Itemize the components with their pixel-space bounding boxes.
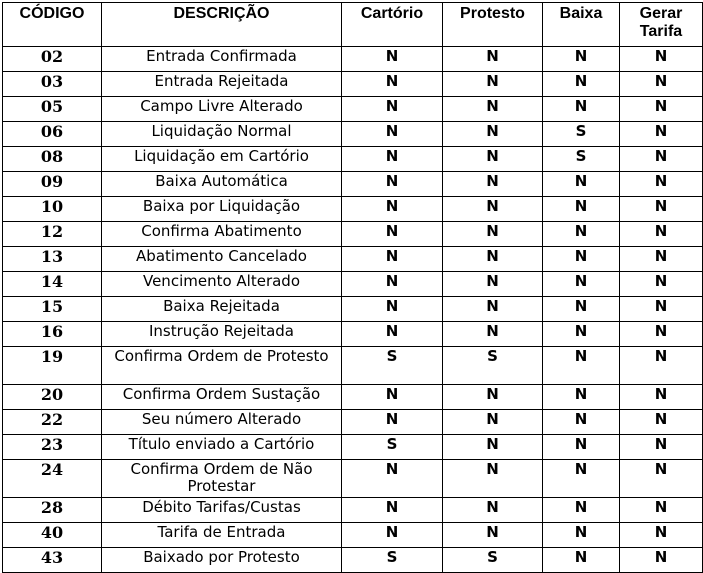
cell-codigo: 28 xyxy=(3,498,102,523)
cell-baixa: S xyxy=(543,147,620,172)
cell-protesto: N xyxy=(443,222,543,247)
table-row xyxy=(3,47,703,72)
cell-codigo: 13 xyxy=(3,247,102,272)
cell-cartorio: S xyxy=(342,435,443,460)
table-row xyxy=(3,460,703,498)
cell-codigo: 06 xyxy=(3,122,102,147)
cell-protesto: N xyxy=(443,47,543,72)
cell-baixa: S xyxy=(543,122,620,147)
table-row xyxy=(3,523,703,548)
cell-codigo: 09 xyxy=(3,172,102,197)
cell-gerar-tarifa: N xyxy=(620,122,703,147)
cell-gerar-tarifa: N xyxy=(620,410,703,435)
cell-codigo: 16 xyxy=(3,322,102,347)
cell-codigo: 22 xyxy=(3,410,102,435)
cell-baixa: N xyxy=(543,523,620,548)
cell-cartorio: N xyxy=(342,385,443,410)
cell-gerar-tarifa: N xyxy=(620,247,703,272)
cell-gerar-tarifa: N xyxy=(620,347,703,385)
header-cartorio: Cartório xyxy=(342,3,443,47)
occurrence-codes-table xyxy=(2,2,703,573)
cell-gerar-tarifa: N xyxy=(620,172,703,197)
cell-descricao: Liquidação em Cartório xyxy=(102,147,342,172)
cell-baixa: N xyxy=(543,97,620,122)
cell-cartorio: N xyxy=(342,272,443,297)
cell-descricao: Confirma Abatimento xyxy=(102,222,342,247)
cell-cartorio: N xyxy=(342,247,443,272)
cell-descricao: Confirma Ordem de Protesto xyxy=(102,347,342,385)
cell-protesto: N xyxy=(443,460,543,498)
cell-protesto: N xyxy=(443,435,543,460)
cell-baixa: N xyxy=(543,172,620,197)
cell-descricao: Vencimento Alterado xyxy=(102,272,342,297)
table-row xyxy=(3,197,703,222)
cell-cartorio: N xyxy=(342,122,443,147)
cell-codigo: 43 xyxy=(3,548,102,573)
header-protesto: Protesto xyxy=(443,3,543,47)
cell-baixa: N xyxy=(543,498,620,523)
cell-codigo: 05 xyxy=(3,97,102,122)
cell-gerar-tarifa: N xyxy=(620,97,703,122)
cell-codigo: 02 xyxy=(3,47,102,72)
cell-descricao: Instrução Rejeitada xyxy=(102,322,342,347)
cell-cartorio: S xyxy=(342,347,443,385)
cell-descricao: Tarifa de Entrada xyxy=(102,523,342,548)
cell-codigo: 23 xyxy=(3,435,102,460)
cell-codigo: 14 xyxy=(3,272,102,297)
table-header xyxy=(3,3,703,47)
cell-gerar-tarifa: N xyxy=(620,523,703,548)
cell-codigo: 40 xyxy=(3,523,102,548)
cell-codigo: 15 xyxy=(3,297,102,322)
table-row xyxy=(3,385,703,410)
table-row xyxy=(3,72,703,97)
cell-cartorio: N xyxy=(342,498,443,523)
cell-protesto: S xyxy=(443,548,543,573)
cell-protesto: S xyxy=(443,347,543,385)
cell-baixa: N xyxy=(543,410,620,435)
cell-baixa: N xyxy=(543,222,620,247)
header-codigo: CÓDIGO xyxy=(3,3,102,47)
table-row xyxy=(3,272,703,297)
cell-descricao: Seu número Alterado xyxy=(102,410,342,435)
cell-cartorio: N xyxy=(342,297,443,322)
cell-descricao: Baixa Automática xyxy=(102,172,342,197)
cell-cartorio: N xyxy=(342,410,443,435)
cell-codigo: 03 xyxy=(3,72,102,97)
table-row xyxy=(3,97,703,122)
cell-cartorio: N xyxy=(342,97,443,122)
table-row xyxy=(3,222,703,247)
header-row xyxy=(3,3,703,47)
table-row xyxy=(3,122,703,147)
cell-baixa: N xyxy=(543,47,620,72)
cell-codigo: 19 xyxy=(3,347,102,385)
table-row xyxy=(3,322,703,347)
cell-gerar-tarifa: N xyxy=(620,435,703,460)
cell-baixa: N xyxy=(543,347,620,385)
cell-cartorio: N xyxy=(342,222,443,247)
cell-gerar-tarifa: N xyxy=(620,460,703,498)
cell-protesto: N xyxy=(443,197,543,222)
table-row xyxy=(3,347,703,385)
cell-codigo: 10 xyxy=(3,197,102,222)
cell-protesto: N xyxy=(443,297,543,322)
cell-protesto: N xyxy=(443,122,543,147)
cell-gerar-tarifa: N xyxy=(620,197,703,222)
cell-gerar-tarifa: N xyxy=(620,548,703,573)
cell-codigo: 20 xyxy=(3,385,102,410)
cell-protesto: N xyxy=(443,410,543,435)
cell-protesto: N xyxy=(443,272,543,297)
cell-gerar-tarifa: N xyxy=(620,147,703,172)
cell-gerar-tarifa: N xyxy=(620,272,703,297)
cell-cartorio: N xyxy=(342,460,443,498)
cell-gerar-tarifa: N xyxy=(620,498,703,523)
cell-protesto: N xyxy=(443,172,543,197)
cell-cartorio: N xyxy=(342,322,443,347)
cell-codigo: 08 xyxy=(3,147,102,172)
cell-descricao: Título enviado a Cartório xyxy=(102,435,342,460)
cell-descricao: Entrada Rejeitada xyxy=(102,72,342,97)
cell-protesto: N xyxy=(443,97,543,122)
cell-descricao: Entrada Confirmada xyxy=(102,47,342,72)
cell-gerar-tarifa: N xyxy=(620,297,703,322)
cell-protesto: N xyxy=(443,523,543,548)
cell-descricao: Baixado por Protesto xyxy=(102,548,342,573)
cell-cartorio: N xyxy=(342,72,443,97)
table-row xyxy=(3,297,703,322)
table-row xyxy=(3,147,703,172)
cell-descricao: Baixa Rejeitada xyxy=(102,297,342,322)
cell-gerar-tarifa: N xyxy=(620,72,703,97)
cell-protesto: N xyxy=(443,147,543,172)
table-body xyxy=(3,47,703,573)
cell-codigo: 24 xyxy=(3,460,102,498)
cell-protesto: N xyxy=(443,498,543,523)
header-baixa: Baixa xyxy=(543,3,620,47)
cell-cartorio: S xyxy=(342,548,443,573)
cell-cartorio: N xyxy=(342,47,443,72)
cell-baixa: N xyxy=(543,548,620,573)
cell-baixa: N xyxy=(543,72,620,97)
cell-descricao: Campo Livre Alterado xyxy=(102,97,342,122)
table-row xyxy=(3,247,703,272)
table-row xyxy=(3,410,703,435)
cell-descricao: Abatimento Cancelado xyxy=(102,247,342,272)
cell-protesto: N xyxy=(443,322,543,347)
cell-baixa: N xyxy=(543,272,620,297)
cell-baixa: N xyxy=(543,197,620,222)
cell-protesto: N xyxy=(443,247,543,272)
table-row xyxy=(3,498,703,523)
cell-baixa: N xyxy=(543,435,620,460)
cell-gerar-tarifa: N xyxy=(620,385,703,410)
cell-descricao: Confirma Ordem Sustação xyxy=(102,385,342,410)
cell-gerar-tarifa: N xyxy=(620,47,703,72)
cell-baixa: N xyxy=(543,322,620,347)
table-row xyxy=(3,172,703,197)
cell-descricao: Confirma Ordem de Não Protestar xyxy=(102,460,342,498)
cell-baixa: N xyxy=(543,297,620,322)
cell-baixa: N xyxy=(543,460,620,498)
cell-gerar-tarifa: N xyxy=(620,322,703,347)
cell-baixa: N xyxy=(543,247,620,272)
cell-descricao: Liquidação Normal xyxy=(102,122,342,147)
table-row xyxy=(3,435,703,460)
cell-cartorio: N xyxy=(342,147,443,172)
cell-descricao: Débito Tarifas/Custas xyxy=(102,498,342,523)
cell-codigo: 12 xyxy=(3,222,102,247)
cell-cartorio: N xyxy=(342,172,443,197)
cell-gerar-tarifa: N xyxy=(620,222,703,247)
header-gerar-tarifa: Gerar Tarifa xyxy=(620,3,703,47)
cell-protesto: N xyxy=(443,72,543,97)
cell-cartorio: N xyxy=(342,197,443,222)
cell-descricao: Baixa por Liquidação xyxy=(102,197,342,222)
cell-cartorio: N xyxy=(342,523,443,548)
table-row xyxy=(3,548,703,573)
cell-protesto: N xyxy=(443,385,543,410)
cell-baixa: N xyxy=(543,385,620,410)
header-descricao: DESCRIÇÃO xyxy=(102,3,342,47)
